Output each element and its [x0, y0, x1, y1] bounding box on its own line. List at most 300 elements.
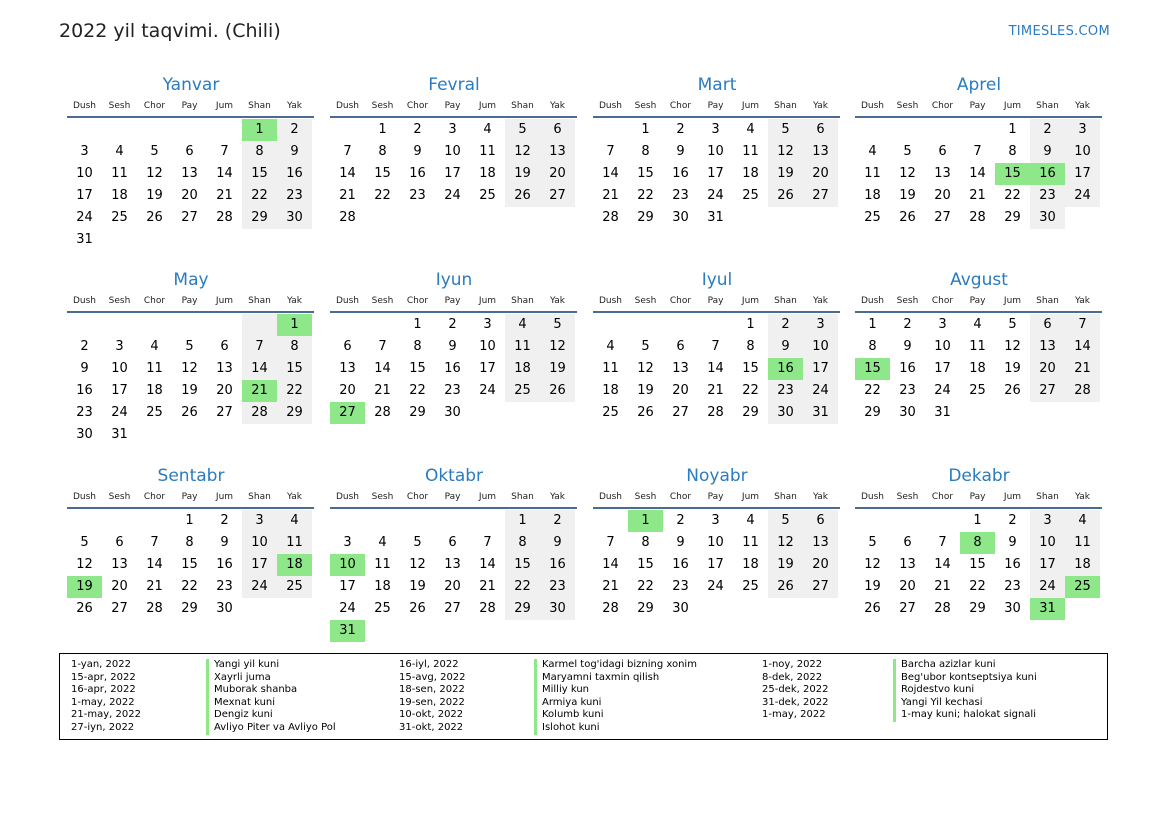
- day-cell: 19: [899, 188, 916, 203]
- day-cell: 7: [711, 339, 720, 354]
- day-cell: 29: [864, 405, 881, 420]
- day-cell: 12: [637, 361, 654, 376]
- month-name: Oktabr: [424, 466, 484, 486]
- empty-cell: [207, 119, 242, 141]
- day-cell: 13: [672, 361, 689, 376]
- day-cell: 22: [181, 579, 198, 594]
- weekday-label: Yak: [550, 296, 565, 306]
- day-cell: 1: [628, 510, 663, 532]
- day-cell: 13: [803, 141, 838, 163]
- empty-cell: [505, 402, 540, 424]
- weekday-label: Dush: [598, 492, 623, 502]
- day-cell: 16: [768, 358, 803, 380]
- day-cell: 13: [934, 166, 951, 181]
- weekday-label: Shan: [511, 492, 534, 502]
- day-cell: 7: [606, 535, 615, 550]
- day-cell: 20: [111, 579, 128, 594]
- day-cell: 29: [1004, 210, 1021, 225]
- day-cell: 8: [641, 535, 650, 550]
- day-cell: 19: [409, 579, 426, 594]
- empty-cell: [593, 510, 628, 532]
- weekday-label: Dush: [335, 101, 360, 111]
- day-cell: 7: [483, 535, 492, 550]
- day-cell: 30: [1030, 207, 1065, 229]
- empty-cell: [698, 598, 733, 620]
- empty-cell: [663, 314, 698, 336]
- day-cell: 14: [216, 166, 233, 181]
- day-cell: 5: [641, 339, 650, 354]
- legend-date: 21-may, 2022: [71, 709, 141, 721]
- day-cell: 6: [185, 144, 194, 159]
- legend-holiday-name: Maryamni taxmin qilish: [534, 672, 659, 685]
- day-cell: 7: [938, 535, 947, 550]
- weekday-label: Shan: [1036, 296, 1059, 306]
- day-cell: 31: [76, 232, 93, 247]
- weekday-label: Pay: [181, 101, 198, 111]
- day-cell: 18: [479, 166, 496, 181]
- day-cell: 13: [1030, 336, 1065, 358]
- weekday-label: Shan: [511, 296, 534, 306]
- day-cell: 13: [444, 557, 461, 572]
- weekday-label: Chor: [143, 296, 166, 306]
- empty-cell: [365, 510, 400, 532]
- day-cell: 25: [479, 188, 496, 203]
- day-cell: 17: [242, 554, 277, 576]
- month-name: Aprel: [956, 75, 1002, 95]
- weekday-label: Dush: [860, 296, 885, 306]
- day-cell: 17: [707, 557, 724, 572]
- empty-cell: [277, 598, 312, 620]
- day-cell: 26: [146, 210, 163, 225]
- day-cell: 5: [768, 510, 803, 532]
- weekday-label: Jum: [1003, 101, 1022, 111]
- empty-cell: [242, 424, 277, 446]
- empty-cell: [768, 598, 803, 620]
- weekday-label: Jum: [215, 101, 234, 111]
- day-cell: 30: [1004, 601, 1021, 616]
- day-cell: 1: [185, 513, 194, 528]
- empty-cell: [67, 314, 102, 336]
- legend-date: 16-iyl, 2022: [399, 659, 459, 670]
- day-cell: 13: [216, 361, 233, 376]
- weekday-label: Pay: [707, 101, 724, 111]
- month-iyul: [594, 269, 840, 424]
- day-cell: 12: [899, 166, 916, 181]
- day-cell: 25: [505, 380, 540, 402]
- weekday-label: Chor: [406, 492, 429, 502]
- month-dekabr: [856, 465, 1102, 620]
- month-name: Dekabr: [948, 466, 1010, 486]
- day-cell: 26: [864, 601, 881, 616]
- day-cell: 18: [969, 361, 986, 376]
- day-cell: 12: [181, 361, 198, 376]
- empty-cell: [855, 119, 890, 141]
- day-cell: 4: [150, 339, 159, 354]
- day-cell: 4: [115, 144, 124, 159]
- day-cell: 5: [505, 119, 540, 141]
- day-cell: 4: [277, 510, 312, 532]
- day-cell: 29: [742, 405, 759, 420]
- weekday-label: Jum: [1003, 296, 1022, 306]
- day-cell: 20: [934, 188, 951, 203]
- day-cell: 21: [602, 579, 619, 594]
- day-grid: [593, 118, 840, 229]
- weekday-label: Chor: [931, 492, 954, 502]
- empty-cell: [540, 207, 575, 229]
- day-cell: 24: [339, 601, 356, 616]
- day-grid: [855, 118, 1102, 229]
- empty-cell: [470, 620, 505, 642]
- empty-cell: [330, 314, 365, 336]
- day-cell: 3: [343, 535, 352, 550]
- weekday-label: Dush: [860, 492, 885, 502]
- legend-date: 31-okt, 2022: [399, 722, 464, 733]
- weekday-label: Sesh: [371, 296, 394, 306]
- day-cell: 15: [637, 557, 654, 572]
- day-cell: 30: [277, 207, 312, 229]
- day-cell: 11: [602, 361, 619, 376]
- day-cell: 4: [973, 317, 982, 332]
- weekday-label: Chor: [669, 492, 692, 502]
- legend-holiday-name: Yangi yil kuni: [206, 659, 279, 672]
- day-cell: 28: [602, 210, 619, 225]
- day-cell: 14: [339, 166, 356, 181]
- day-cell: 20: [899, 579, 916, 594]
- empty-cell: [855, 510, 890, 532]
- empty-cell: [137, 424, 172, 446]
- day-grid: [855, 509, 1102, 620]
- day-cell: 31: [803, 402, 838, 424]
- day-cell: 30: [672, 210, 689, 225]
- weekday-label: Shan: [248, 492, 271, 502]
- day-cell: 15: [995, 163, 1030, 185]
- day-cell: 29: [505, 598, 540, 620]
- day-cell: 6: [1030, 314, 1065, 336]
- empty-cell: [365, 207, 400, 229]
- day-cell: 10: [242, 532, 277, 554]
- day-cell: 16: [899, 361, 916, 376]
- month-aprel: [856, 74, 1102, 229]
- day-cell: 23: [76, 405, 93, 420]
- day-cell: 4: [606, 339, 615, 354]
- day-cell: 8: [868, 339, 877, 354]
- day-cell: 20: [339, 383, 356, 398]
- day-cell: 7: [1065, 314, 1100, 336]
- day-cell: 1: [378, 122, 387, 137]
- empty-cell: [102, 119, 137, 141]
- day-cell: 17: [444, 166, 461, 181]
- day-cell: 24: [934, 383, 951, 398]
- day-cell: 28: [707, 405, 724, 420]
- day-cell: 17: [111, 383, 128, 398]
- day-cell: 27: [672, 405, 689, 420]
- day-cell: 15: [181, 557, 198, 572]
- day-cell: 28: [339, 210, 356, 225]
- day-cell: 19: [1004, 361, 1021, 376]
- day-cell: 23: [409, 188, 426, 203]
- day-cell: 27: [216, 405, 233, 420]
- day-cell: 25: [1065, 576, 1100, 598]
- day-cell: 12: [864, 557, 881, 572]
- day-cell: 30: [76, 427, 93, 442]
- day-cell: 23: [444, 383, 461, 398]
- empty-cell: [540, 620, 575, 642]
- day-cell: 12: [409, 557, 426, 572]
- empty-cell: [505, 207, 540, 229]
- day-cell: 14: [374, 361, 391, 376]
- day-cell: 28: [969, 210, 986, 225]
- weekday-label: Shan: [1036, 101, 1059, 111]
- page-title: 2022 yil taqvimi. (Chili): [59, 20, 281, 42]
- day-cell: 30: [899, 405, 916, 420]
- day-cell: 19: [540, 358, 575, 380]
- day-cell: 15: [409, 361, 426, 376]
- day-cell: 21: [1065, 358, 1100, 380]
- day-cell: 18: [505, 358, 540, 380]
- day-cell: 25: [742, 188, 759, 203]
- day-cell: 19: [505, 163, 540, 185]
- legend-date: 25-dek, 2022: [762, 684, 829, 696]
- day-cell: 14: [242, 358, 277, 380]
- empty-cell: [540, 402, 575, 424]
- day-cell: 26: [181, 405, 198, 420]
- day-cell: 11: [742, 535, 759, 550]
- day-grid: [330, 313, 577, 424]
- day-cell: 8: [641, 144, 650, 159]
- weekday-label: Jum: [478, 296, 497, 306]
- day-cell: 2: [676, 122, 685, 137]
- weekday-label: Yak: [1075, 101, 1090, 111]
- day-cell: 11: [1065, 532, 1100, 554]
- weekday-label: Chor: [406, 101, 429, 111]
- day-cell: 15: [277, 358, 312, 380]
- empty-cell: [1030, 402, 1065, 424]
- empty-cell: [925, 119, 960, 141]
- day-cell: 5: [185, 339, 194, 354]
- weekday-label: Sesh: [108, 101, 131, 111]
- weekday-label: Chor: [143, 492, 166, 502]
- day-cell: 21: [602, 188, 619, 203]
- day-cell: 30: [768, 402, 803, 424]
- day-cell: 24: [242, 576, 277, 598]
- day-cell: 26: [1004, 383, 1021, 398]
- day-cell: 23: [1030, 185, 1065, 207]
- day-cell: 26: [899, 210, 916, 225]
- legend-date: 8-dek, 2022: [762, 671, 823, 683]
- day-cell: 23: [672, 188, 689, 203]
- day-cell: 3: [803, 314, 838, 336]
- day-cell: 9: [80, 361, 89, 376]
- legend-date: 1-may, 2022: [71, 696, 135, 708]
- day-cell: 1: [973, 513, 982, 528]
- day-cell: 8: [378, 144, 387, 159]
- day-cell: 29: [969, 601, 986, 616]
- day-cell: 3: [483, 317, 492, 332]
- day-cell: 3: [938, 317, 947, 332]
- weekday-label: Dush: [72, 492, 97, 502]
- day-cell: 3: [242, 510, 277, 532]
- weekday-label: Jum: [478, 492, 497, 502]
- legend-date: 10-okt, 2022: [399, 709, 464, 721]
- legend-date: 1-may, 2022: [762, 709, 826, 721]
- empty-cell: [733, 598, 768, 620]
- legend-holiday-name: Karmel tog'idagi bizning xonim: [534, 659, 697, 672]
- legend-holiday-name: Avliyo Piter va Avliyo Pol: [206, 722, 336, 735]
- weekday-header: [330, 487, 577, 509]
- empty-cell: [365, 314, 400, 336]
- day-cell: 26: [540, 380, 575, 402]
- day-cell: 14: [934, 557, 951, 572]
- day-cell: 10: [479, 339, 496, 354]
- empty-cell: [172, 424, 207, 446]
- weekday-label: Pay: [707, 492, 724, 502]
- legend-holiday-name: Dengiz kuni: [206, 709, 273, 722]
- day-cell: 10: [111, 361, 128, 376]
- day-cell: 12: [768, 141, 803, 163]
- month-mart: [594, 74, 840, 229]
- legend-holiday-name: Xayrli juma: [206, 672, 271, 685]
- day-cell: 13: [111, 557, 128, 572]
- empty-cell: [242, 598, 277, 620]
- day-cell: 29: [637, 601, 654, 616]
- day-cell: 16: [1030, 163, 1065, 185]
- legend-holiday-name: Barcha azizlar kuni: [893, 659, 996, 672]
- weekday-label: Jum: [478, 101, 497, 111]
- day-cell: 2: [676, 513, 685, 528]
- weekday-label: Chor: [406, 296, 429, 306]
- legend-date: 27-iyn, 2022: [71, 722, 135, 733]
- day-cell: 6: [343, 339, 352, 354]
- month-name: Fevral: [428, 75, 480, 95]
- day-cell: 8: [960, 532, 995, 554]
- empty-cell: [733, 207, 768, 229]
- weekday-header: [67, 96, 314, 118]
- day-grid: [593, 509, 840, 620]
- day-cell: 5: [150, 144, 159, 159]
- day-cell: 19: [67, 576, 102, 598]
- day-cell: 22: [969, 579, 986, 594]
- legend-holiday-name: Beg'ubor kontseptsiya kuni: [893, 672, 1037, 685]
- day-cell: 25: [111, 210, 128, 225]
- weekday-header: [330, 96, 577, 118]
- day-cell: 1: [242, 119, 277, 141]
- legend-date: 15-apr, 2022: [71, 671, 136, 683]
- day-cell: 16: [216, 557, 233, 572]
- weekday-label: Sesh: [896, 492, 919, 502]
- weekday-label: Yak: [287, 492, 302, 502]
- day-cell: 22: [409, 383, 426, 398]
- day-cell: 2: [1008, 513, 1017, 528]
- weekday-label: Dush: [598, 296, 623, 306]
- day-cell: 26: [76, 601, 93, 616]
- empty-cell: [400, 510, 435, 532]
- brand-logo[interactable]: TIMESLES.COM: [1008, 24, 1110, 39]
- day-cell: 22: [637, 579, 654, 594]
- day-cell: 17: [76, 188, 93, 203]
- day-cell: 23: [277, 185, 312, 207]
- legend-holiday-name: Armiya kuni: [534, 697, 601, 710]
- day-cell: 13: [803, 532, 838, 554]
- weekday-header: [593, 291, 840, 313]
- weekday-header: [593, 487, 840, 509]
- weekday-header: [855, 96, 1102, 118]
- weekday-label: Sesh: [108, 492, 131, 502]
- empty-cell: [768, 207, 803, 229]
- day-cell: 7: [220, 144, 229, 159]
- day-cell: 18: [602, 383, 619, 398]
- empty-cell: [207, 314, 242, 336]
- day-cell: 2: [448, 317, 457, 332]
- weekday-label: Jum: [215, 492, 234, 502]
- day-grid: [67, 509, 314, 620]
- weekday-header: [855, 487, 1102, 509]
- day-cell: 4: [483, 122, 492, 137]
- day-cell: 24: [444, 188, 461, 203]
- day-cell: 6: [115, 535, 124, 550]
- day-cell: 29: [409, 405, 426, 420]
- empty-cell: [890, 119, 925, 141]
- day-cell: 20: [672, 383, 689, 398]
- month-name: Yanvar: [162, 75, 220, 95]
- day-cell: 17: [803, 358, 838, 380]
- weekday-label: Shan: [248, 101, 271, 111]
- day-cell: 8: [185, 535, 194, 550]
- day-cell: 25: [374, 601, 391, 616]
- day-cell: 22: [277, 380, 312, 402]
- day-cell: 25: [146, 405, 163, 420]
- weekday-label: Yak: [550, 101, 565, 111]
- day-cell: 9: [540, 532, 575, 554]
- weekday-label: Chor: [931, 296, 954, 306]
- day-cell: 13: [181, 166, 198, 181]
- legend-date: 31-dek, 2022: [762, 696, 829, 708]
- empty-cell: [1065, 402, 1100, 424]
- day-cell: 10: [1030, 532, 1065, 554]
- day-cell: 21: [146, 579, 163, 594]
- day-cell: 27: [181, 210, 198, 225]
- day-cell: 18: [146, 383, 163, 398]
- day-cell: 5: [768, 119, 803, 141]
- legend-holiday-name: Kolumb kuni: [534, 709, 604, 722]
- empty-cell: [137, 119, 172, 141]
- day-cell: 12: [76, 557, 93, 572]
- weekday-label: Shan: [774, 101, 797, 111]
- weekday-label: Yak: [813, 296, 828, 306]
- day-cell: 22: [505, 576, 540, 598]
- day-cell: 2: [540, 510, 575, 532]
- day-cell: 28: [1065, 380, 1100, 402]
- day-cell: 11: [505, 336, 540, 358]
- day-cell: 27: [540, 185, 575, 207]
- day-cell: 18: [742, 166, 759, 181]
- day-cell: 11: [864, 166, 881, 181]
- day-cell: 9: [413, 144, 422, 159]
- day-cell: 15: [374, 166, 391, 181]
- weekday-label: Shan: [1036, 492, 1059, 502]
- day-cell: 6: [938, 144, 947, 159]
- empty-cell: [365, 620, 400, 642]
- day-cell: 24: [479, 383, 496, 398]
- weekday-label: Yak: [287, 296, 302, 306]
- day-cell: 14: [146, 557, 163, 572]
- weekday-label: Jum: [215, 296, 234, 306]
- weekday-label: Sesh: [634, 296, 657, 306]
- empty-cell: [102, 229, 137, 251]
- empty-cell: [242, 229, 277, 251]
- day-cell: 16: [672, 557, 689, 572]
- month-oktabr: [331, 465, 577, 642]
- holiday-legend: [59, 653, 1108, 740]
